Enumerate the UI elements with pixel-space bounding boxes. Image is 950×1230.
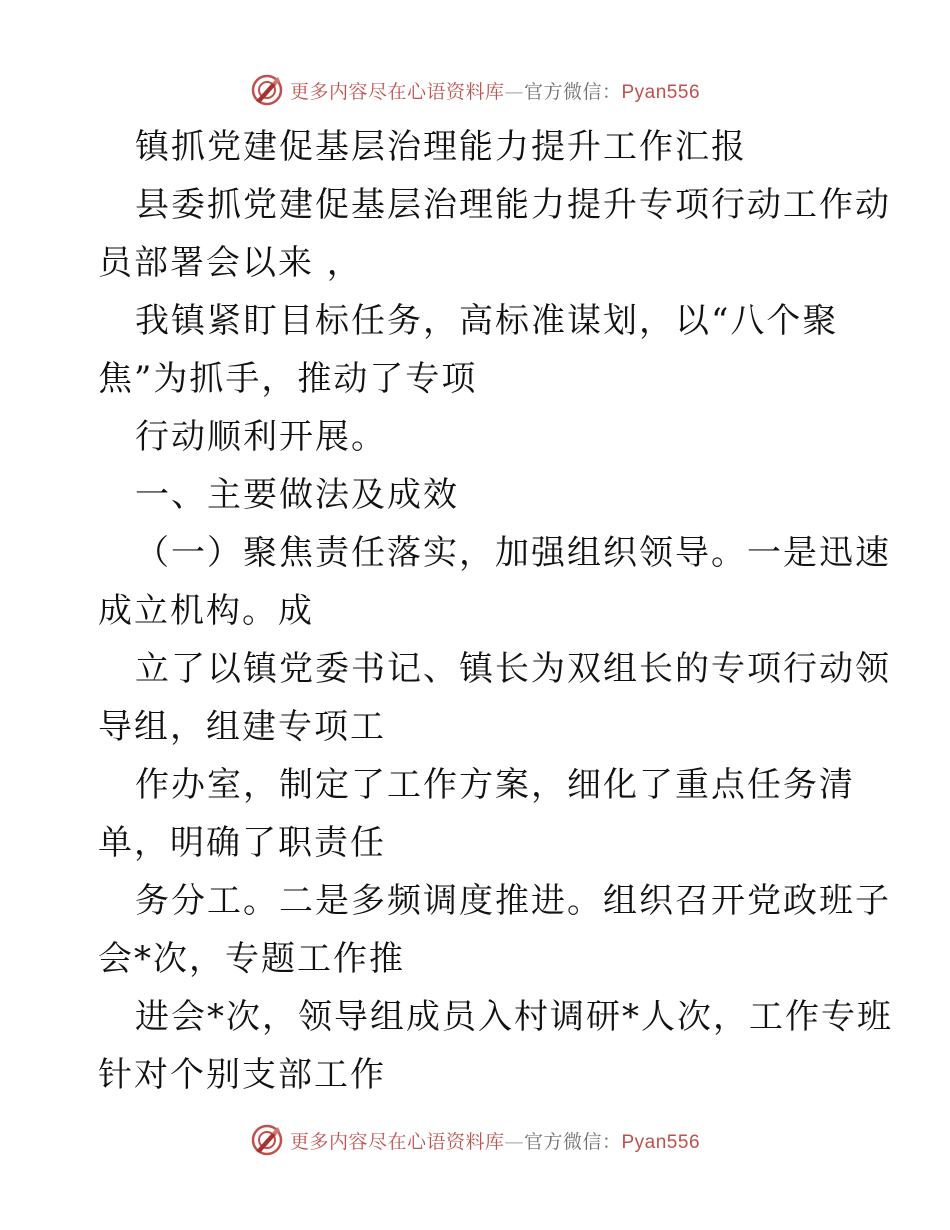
logo-icon <box>250 73 284 107</box>
doc-line: 导组，组建专项工 <box>98 707 386 747</box>
watermark-separator: — <box>504 1130 524 1153</box>
doc-line: 立了以镇党委书记、镇长为双组长的专项行动领 <box>135 649 891 689</box>
watermark-separator: — <box>504 80 524 103</box>
watermark-text <box>290 1127 700 1154</box>
doc-line: 员部署会以来 ， <box>98 243 363 283</box>
doc-line: 会*次，专题工作推 <box>98 939 405 979</box>
watermark-label: 官方微信： <box>523 1130 622 1153</box>
doc-title: 镇抓党建促基层治理能力提升工作汇报 <box>135 127 747 167</box>
doc-line: 我镇紧盯目标任务，高标准谋划，以“八个聚 <box>135 301 839 341</box>
doc-line: （一）聚焦责任落实，加强组织领导。一是迅速 <box>135 533 891 573</box>
logo-icon <box>250 1123 284 1157</box>
doc-line: 针对个别支部工作 <box>98 1055 386 1095</box>
doc-line: 进会*次，领导组成员入村调研*人次，工作专班 <box>135 997 893 1037</box>
doc-line: 县委抓党建促基层治理能力提升专项行动工作动 <box>135 185 891 225</box>
watermark-text <box>290 77 700 104</box>
watermark-site: 更多内容尽在心语资料库 <box>289 80 505 103</box>
footer-watermark <box>0 1120 950 1160</box>
watermark-label: 官方微信： <box>523 80 622 103</box>
section-heading: 一、主要做法及成效 <box>135 475 459 515</box>
document-body <box>98 118 893 1104</box>
doc-line: 成立机构。成 <box>98 591 314 631</box>
watermark-site: 更多内容尽在心语资料库 <box>289 1130 505 1153</box>
doc-line: 务分工。二是多频调度推进。组织召开党政班子 <box>135 881 891 921</box>
doc-line: 作办室，制定了工作方案，细化了重点任务清 <box>135 765 855 805</box>
doc-line: 单，明确了职责任 <box>98 823 386 863</box>
doc-line: 行动顺利开展。 <box>135 417 387 457</box>
watermark-id: Pyan556 <box>621 81 701 103</box>
header-watermark <box>0 70 950 110</box>
watermark-id: Pyan556 <box>621 1131 701 1153</box>
doc-line: 焦”为抓手，推动了专项 <box>98 359 478 399</box>
